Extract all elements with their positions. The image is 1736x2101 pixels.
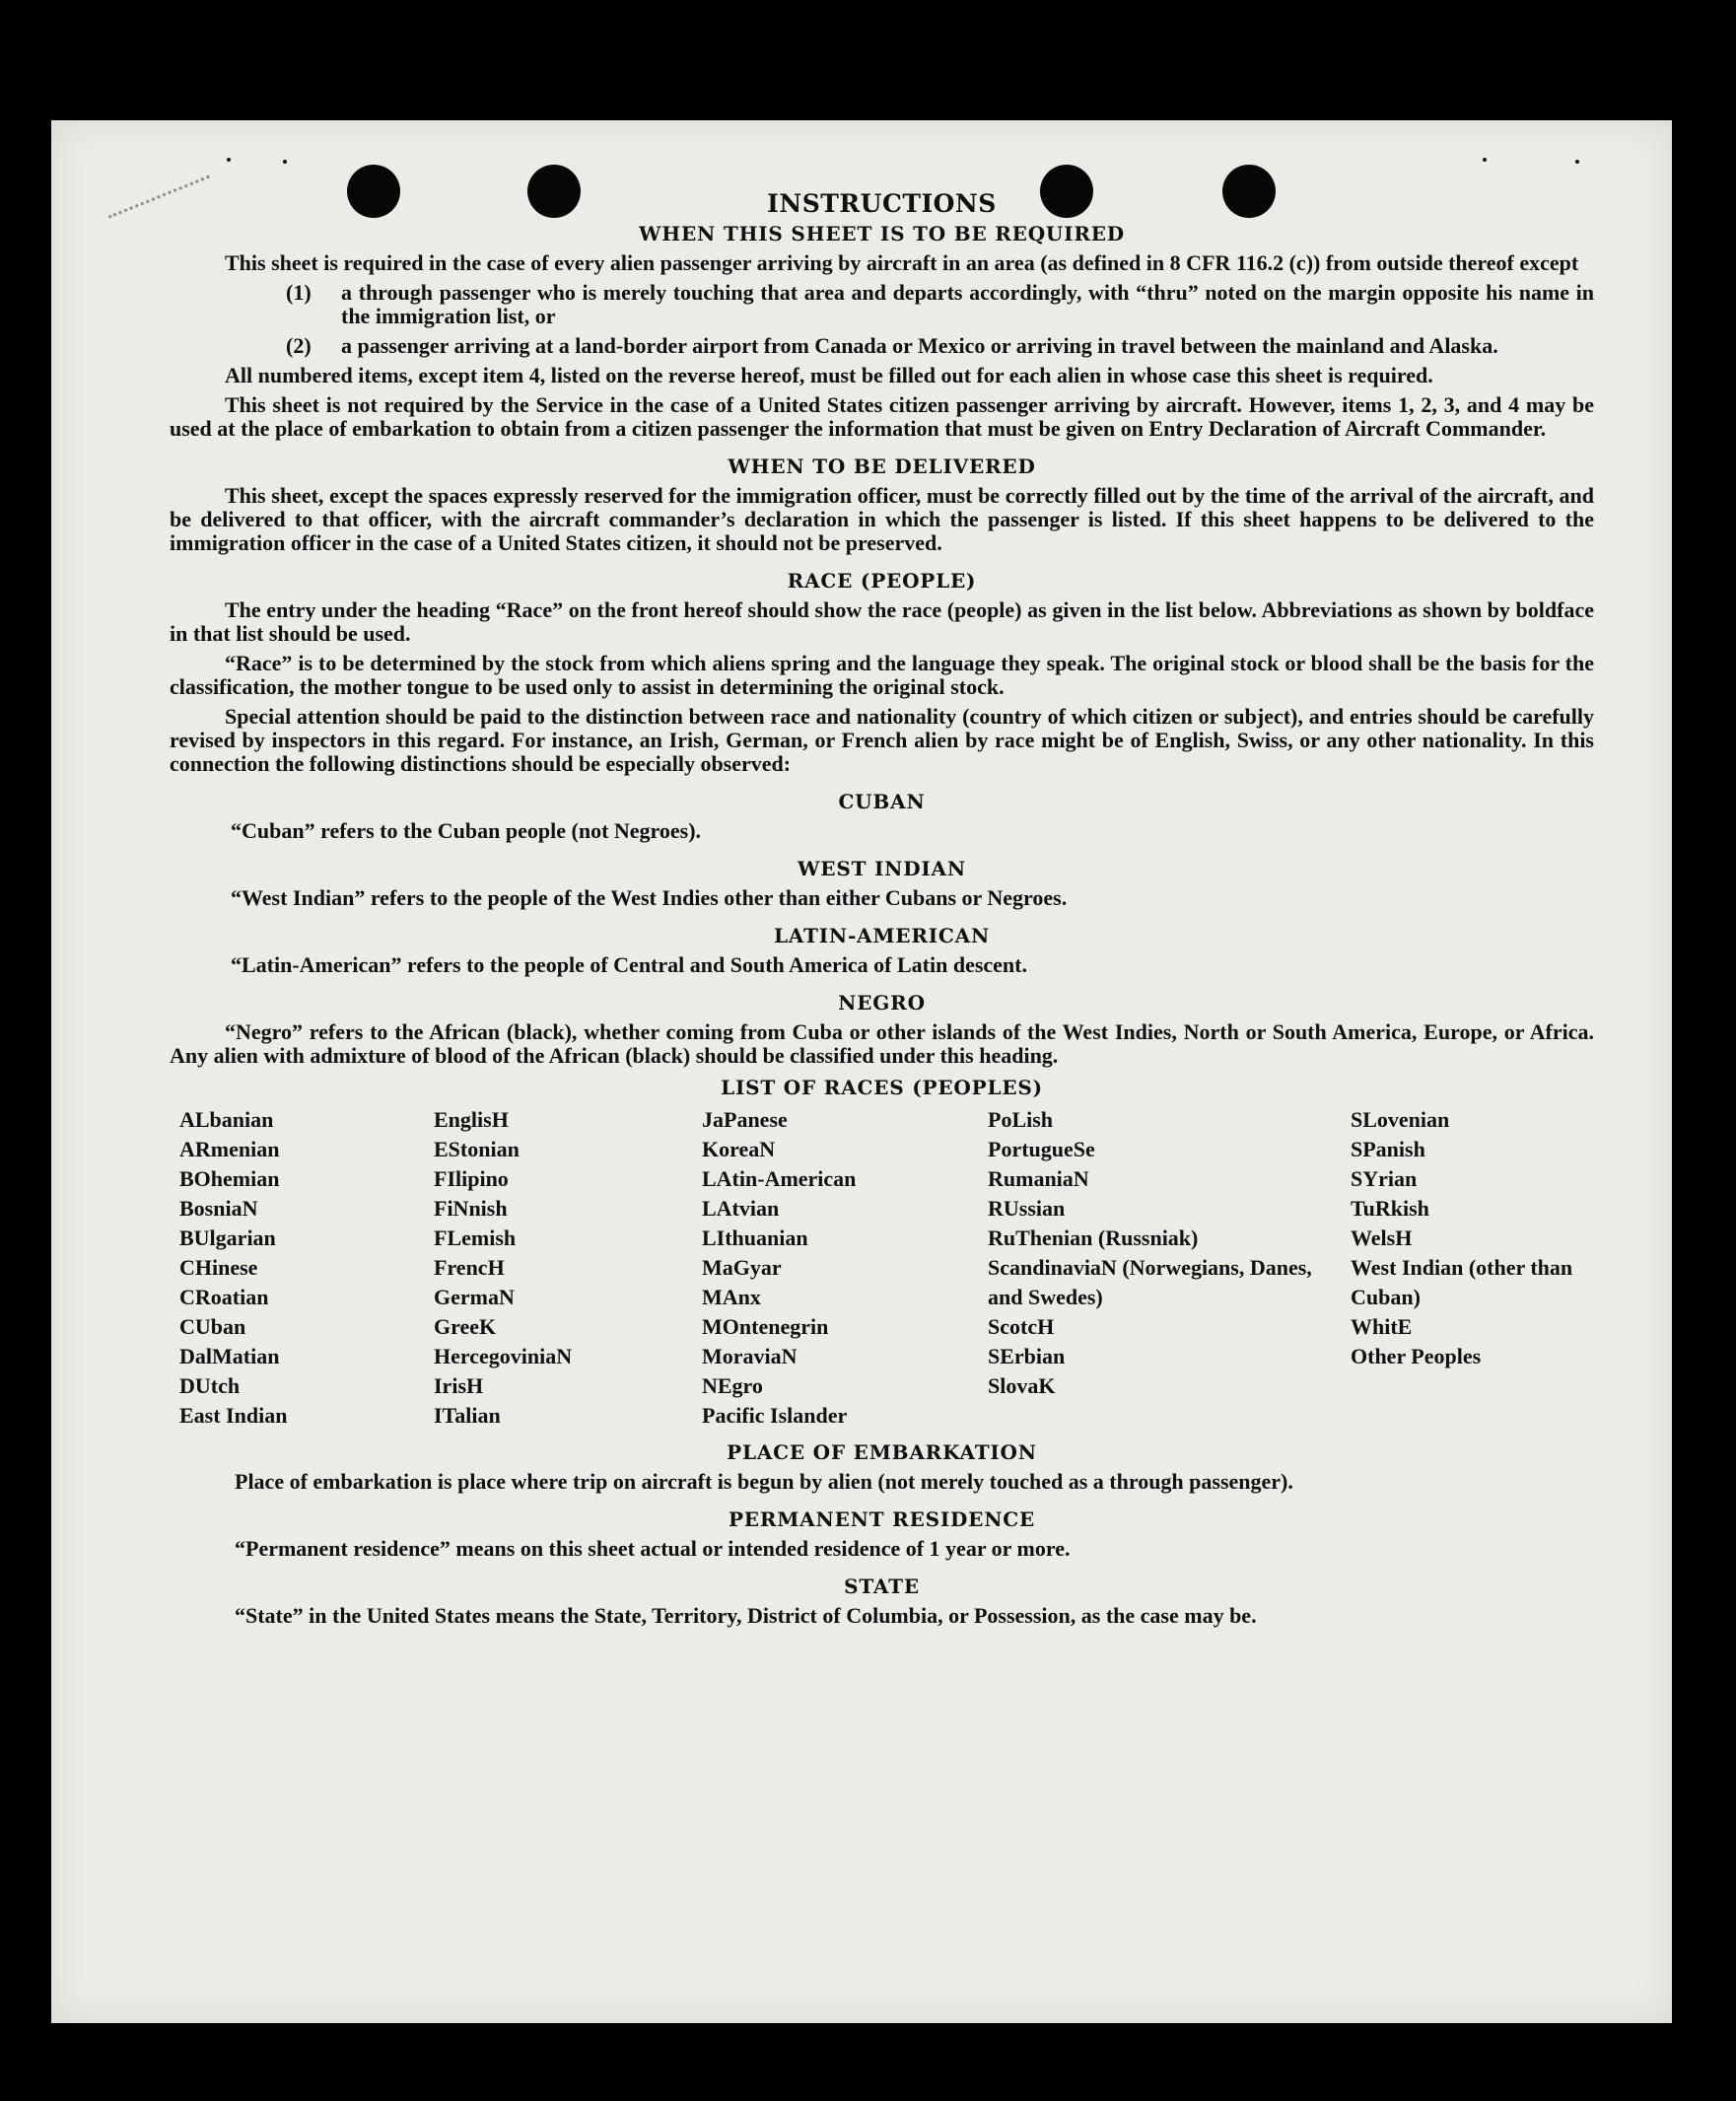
heading-cuban: CUBAN [838, 790, 926, 813]
heading-when-required: WHEN THIS SHEET IS TO BE REQUIRED [639, 222, 1125, 245]
heading-embarkation: PLACE OF EMBARKATION [727, 1440, 1037, 1464]
race-entry: LAtvian [702, 1196, 780, 1221]
races-list [179, 1105, 1594, 1431]
race-entry: SLovenian [1351, 1107, 1450, 1132]
race-entry: West Indian (other than Cuban) [1351, 1255, 1573, 1309]
latin-american-definition: “Latin-American” refers to the people of Central and South America of Latin descent. [231, 952, 1027, 977]
heading-negro: NEGRO [838, 991, 926, 1015]
exception-number: (1) [286, 280, 312, 305]
race-entry: ALbanian [179, 1107, 274, 1132]
race-entry: BosniaN [179, 1196, 258, 1221]
instructions-content [170, 189, 1594, 1634]
race-entry: KoreaN [702, 1137, 776, 1161]
race-entry: RumaniaN [988, 1166, 1089, 1191]
race-entry: GreeK [434, 1314, 497, 1339]
race-entry: East Indian [179, 1403, 288, 1428]
race-entry: MoraviaN [702, 1344, 798, 1368]
race-entry: IrisH [434, 1373, 484, 1398]
page-title: INSTRUCTIONS [767, 189, 997, 218]
exception-item [170, 281, 1594, 328]
race-entry: SPanish [1351, 1137, 1425, 1161]
race-entry: NEgro [702, 1373, 763, 1398]
required-paragraph-3: This sheet is not required by the Service in the case of a United States citizen passenger arriving by aircraft. However, items 1, 2, 3, and 4 may be used at the place of embarkation to obtain from a citizen passenger the information that must be given on Entry Declaration of Aircraft Commander. [170, 392, 1594, 441]
race-entry: FLemish [434, 1226, 517, 1250]
race-entry: PoLish [988, 1107, 1054, 1132]
race-entry: WelsH [1351, 1226, 1413, 1250]
race-entry: ScotcH [988, 1314, 1055, 1339]
document-sheet [51, 120, 1672, 2023]
speck [283, 160, 287, 164]
race-entry: HercegoviniaN [434, 1344, 573, 1368]
races-column [179, 1105, 434, 1431]
race-entry: PortugueSe [988, 1137, 1095, 1161]
race-entry: FiNnish [434, 1196, 508, 1221]
negro-definition: “Negro” refers to the African (black), whether coming from Cuba or other islands of the West Indies, North or South America, Europe, or Africa. Any alien with admixture of blood of the African (black) should be classified under this heading. [170, 1019, 1594, 1068]
race-entry: MAnx [702, 1285, 761, 1309]
race-entry: ScandinaviaN (Norwegians, Danes, and Swedes) [988, 1255, 1312, 1309]
exception-text: a passenger arriving at a land-border airport from Canada or Mexico or arriving in travel between the mainland and Alaska. [341, 333, 1498, 358]
race-paragraph-3: Special attention should be paid to the distinction between race and nationality (country of which citizen or subject), and entries should be carefully revised by inspectors in this regard. For instance, an Irish, German, or French alien by race might be of English, Swiss, or any other nationality. In this connection the following distinctions should be especially observed: [170, 704, 1594, 776]
race-entry: JaPanese [702, 1107, 788, 1132]
race-entry: SYrian [1351, 1166, 1418, 1191]
heading-state: STATE [844, 1575, 920, 1598]
race-entry: WhitE [1351, 1314, 1413, 1339]
race-entry: SErbian [988, 1344, 1066, 1368]
heading-permanent-residence: PERMANENT RESIDENCE [728, 1507, 1036, 1531]
race-entry: Pacific Islander [702, 1403, 848, 1428]
required-intro: This sheet is required in the case of every alien passenger arriving by aircraft in an area (as defined in 8 CFR 116.2 (c)) from outside thereof except [225, 250, 1579, 275]
race-entry: BOhemian [179, 1166, 280, 1191]
cuban-definition: “Cuban” refers to the Cuban people (not Negroes). [231, 818, 702, 843]
speck [1483, 158, 1487, 162]
heading-when-delivered: WHEN TO BE DELIVERED [728, 455, 1036, 478]
races-column [434, 1105, 702, 1431]
race-entry: EStonian [434, 1137, 520, 1161]
heading-west-indian: WEST INDIAN [798, 857, 966, 880]
races-column [988, 1105, 1351, 1431]
embarkation-definition: Place of embarkation is place where trip on aircraft is begun by alien (not merely touched as a through passenger). [235, 1469, 1293, 1494]
race-paragraph-1: The entry under the heading “Race” on the front hereof should show the race (people) as given in the list below. Abbreviations as shown by boldface in that list should be used. [170, 597, 1594, 646]
race-entry: EnglisH [434, 1107, 509, 1132]
race-entry: DUtch [179, 1373, 241, 1398]
heading-latin-american: LATIN-AMERICAN [773, 924, 991, 947]
race-entry: CUban [179, 1314, 246, 1339]
race-entry: SlovaK [988, 1373, 1056, 1398]
race-entry: FrencH [434, 1255, 505, 1280]
race-entry: TuRkish [1351, 1196, 1429, 1221]
delivered-paragraph: This sheet, except the spaces expressly reserved for the immigration officer, must be correctly filled out by the time of the arrival of the aircraft, and be delivered to that officer, with the aircraft commander’s declaration in which the passenger is listed. If this sheet happens to be delivered to the immigration officer in the case of a United States citizen, it should not be preserved. [170, 483, 1594, 555]
races-column [702, 1105, 988, 1431]
race-entry: ITalian [434, 1403, 501, 1428]
exception-text: a through passenger who is merely touching that area and departs accordingly, with “thru” noted on the margin opposite his name in the immigration list, or [341, 280, 1594, 328]
required-paragraph-2: All numbered items, except item 4, listed on the reverse hereof, must be filled out for each alien in whose case this sheet is required. [225, 363, 1433, 387]
race-entry: DalMatian [179, 1344, 280, 1368]
race-entry: RUssian [988, 1196, 1066, 1221]
race-entry: LAtin-American [702, 1166, 857, 1191]
race-entry: RuThenian (Russniak) [988, 1226, 1199, 1250]
residence-definition: “Permanent residence” means on this sheet actual or intended residence of 1 year or more. [235, 1536, 1071, 1561]
race-entry: ARmenian [179, 1137, 280, 1161]
exception-item [170, 334, 1594, 358]
heading-list-of-races: LIST OF RACES (PEOPLES) [721, 1076, 1043, 1099]
speck [1575, 160, 1579, 164]
race-entry: GermaN [434, 1285, 515, 1309]
race-entry: MOntenegrin [702, 1314, 829, 1339]
race-entry: MaGyar [702, 1255, 782, 1280]
exception-number: (2) [286, 333, 312, 358]
west-indian-definition: “West Indian” refers to the people of the West Indies other than either Cubans or Negroes. [231, 885, 1068, 910]
race-entry: CRoatian [179, 1285, 269, 1309]
race-entry: BUlgarian [179, 1226, 276, 1250]
state-definition: “State” in the United States means the State, Territory, District of Columbia, or Possession, as the case may be. [235, 1603, 1257, 1628]
races-column [1351, 1105, 1604, 1431]
speck [227, 158, 231, 162]
race-entry: CHinese [179, 1255, 258, 1280]
race-entry: Other Peoples [1351, 1344, 1482, 1368]
race-entry: FIlipino [434, 1166, 509, 1191]
heading-race: RACE (PEOPLE) [787, 569, 977, 593]
race-paragraph-2: “Race” is to be determined by the stock from which aliens spring and the language they speak. The original stock or blood shall be the basis for the classification, the mother tongue to be used only to assist in determining the original stock. [170, 651, 1594, 699]
race-entry: LIthuanian [702, 1226, 808, 1250]
